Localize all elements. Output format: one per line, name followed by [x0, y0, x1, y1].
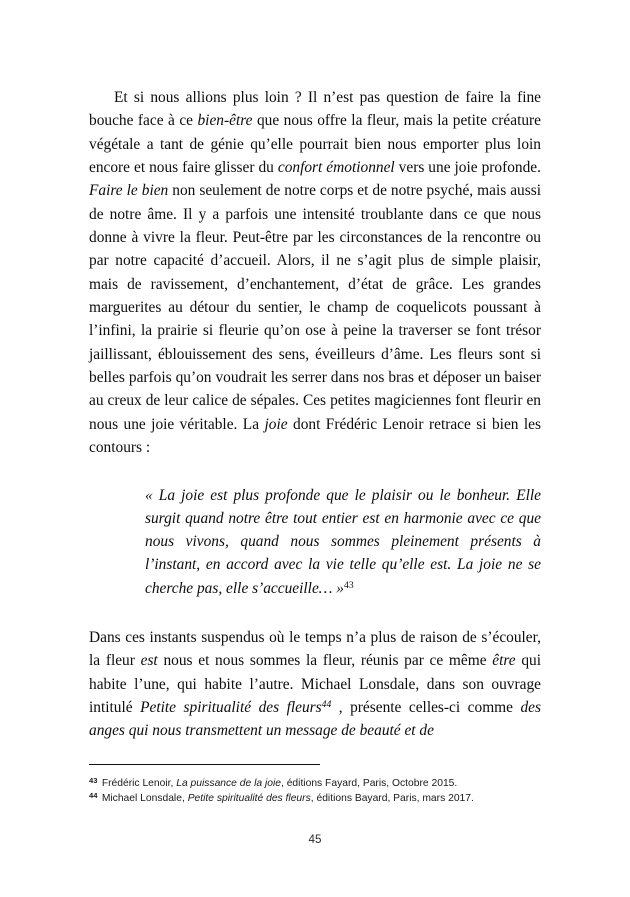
blockquote-text: « La joie est plus profonde que le plaisir ou le bonheur. Elle surgit quand notre être tout entier est en harmonie avec ce que nous vivons, quand nous sommes pleinement présents à l’instant, en accord avec la vie telle qu’elle est. La joie ne se cherche pas, elle s’accueille… »	[145, 486, 541, 597]
text-column	[89, 86, 541, 743]
footnote-item: $^{44}$ Michael Lonsdale, Petite spiritualité des fleurs, éditions Bayard, Paris, mars 2017.	[89, 791, 474, 805]
footnote-marker: 43	[89, 775, 98, 785]
body-paragraph-2: Dans ces instants suspendus où le temps n’a plus de raison de s’écouler, la fleur est nous et nous sommes la fleur, réunis par ce même être qui habite l’une, qui habite l’autre. Michael Lonsdale, dans son ouvrage intitulé Petite spiritualité des fleurs$^{44}$ , présente celles-ci comme des anges qui nous transmettent un message de beauté et de	[89, 628, 542, 740]
footnote-marker: 44	[89, 791, 98, 800]
blockquote-lenoir	[145, 484, 541, 600]
spacer-after-blockquote	[89, 600, 541, 626]
footnote-reference-44[interactable]: 44	[321, 699, 332, 711]
body-paragraph-1: Et si nous allions plus loin ? Il n’est pas question de faire la fine bouche face à ce bien-être que nous offre la fleur, mais la petite créature végétale a tant de génie qu’elle pourrait bien nous emporter plus loin encore et nous faire glisser du confort émotionnel vers une joie profonde. Faire le bien non seulement de notre corps et de notre psyché, mais aussi de notre âme. Il y a parfois une intensité troublante dans ce que nous donne à vivre la fleur. Peut-être par les circonstances de la rencontre ou par notre capacité d’accueil. Alors, il ne s’agit plus de simple plaisir, mais de ravissement, d’enchantement, d’état de grâce. Les grandes marguerites au détour du sentier, le champ de coquelicots poussant à l’infini, la prairie si fleurie qu’on ose à peine la traverser se font trésor jaillissant, éblouissement des sens, éveilleurs d’âme. Les fleurs sont si belles parfois qu’on voudrait les serrer dans nos bras et déposer un baiser au creux de leur calice de sépales. Ces petites magiciennes font fleurir en nous une joie véritable. La joie dont Frédéric Lenoir retrace si bien les contours :	[89, 89, 542, 457]
spacer-before-blockquote	[89, 460, 541, 484]
page-number: 45	[308, 833, 322, 846]
footnotes-block	[89, 776, 541, 807]
footnote-item: $^{43}$ Frédéric Lenoir, La puissance de la joie, éditions Fayard, Paris, Octobre 2015.	[89, 775, 458, 789]
footnote-separator-rule	[89, 764, 320, 765]
footnote-reference-43[interactable]: 43	[344, 579, 354, 591]
